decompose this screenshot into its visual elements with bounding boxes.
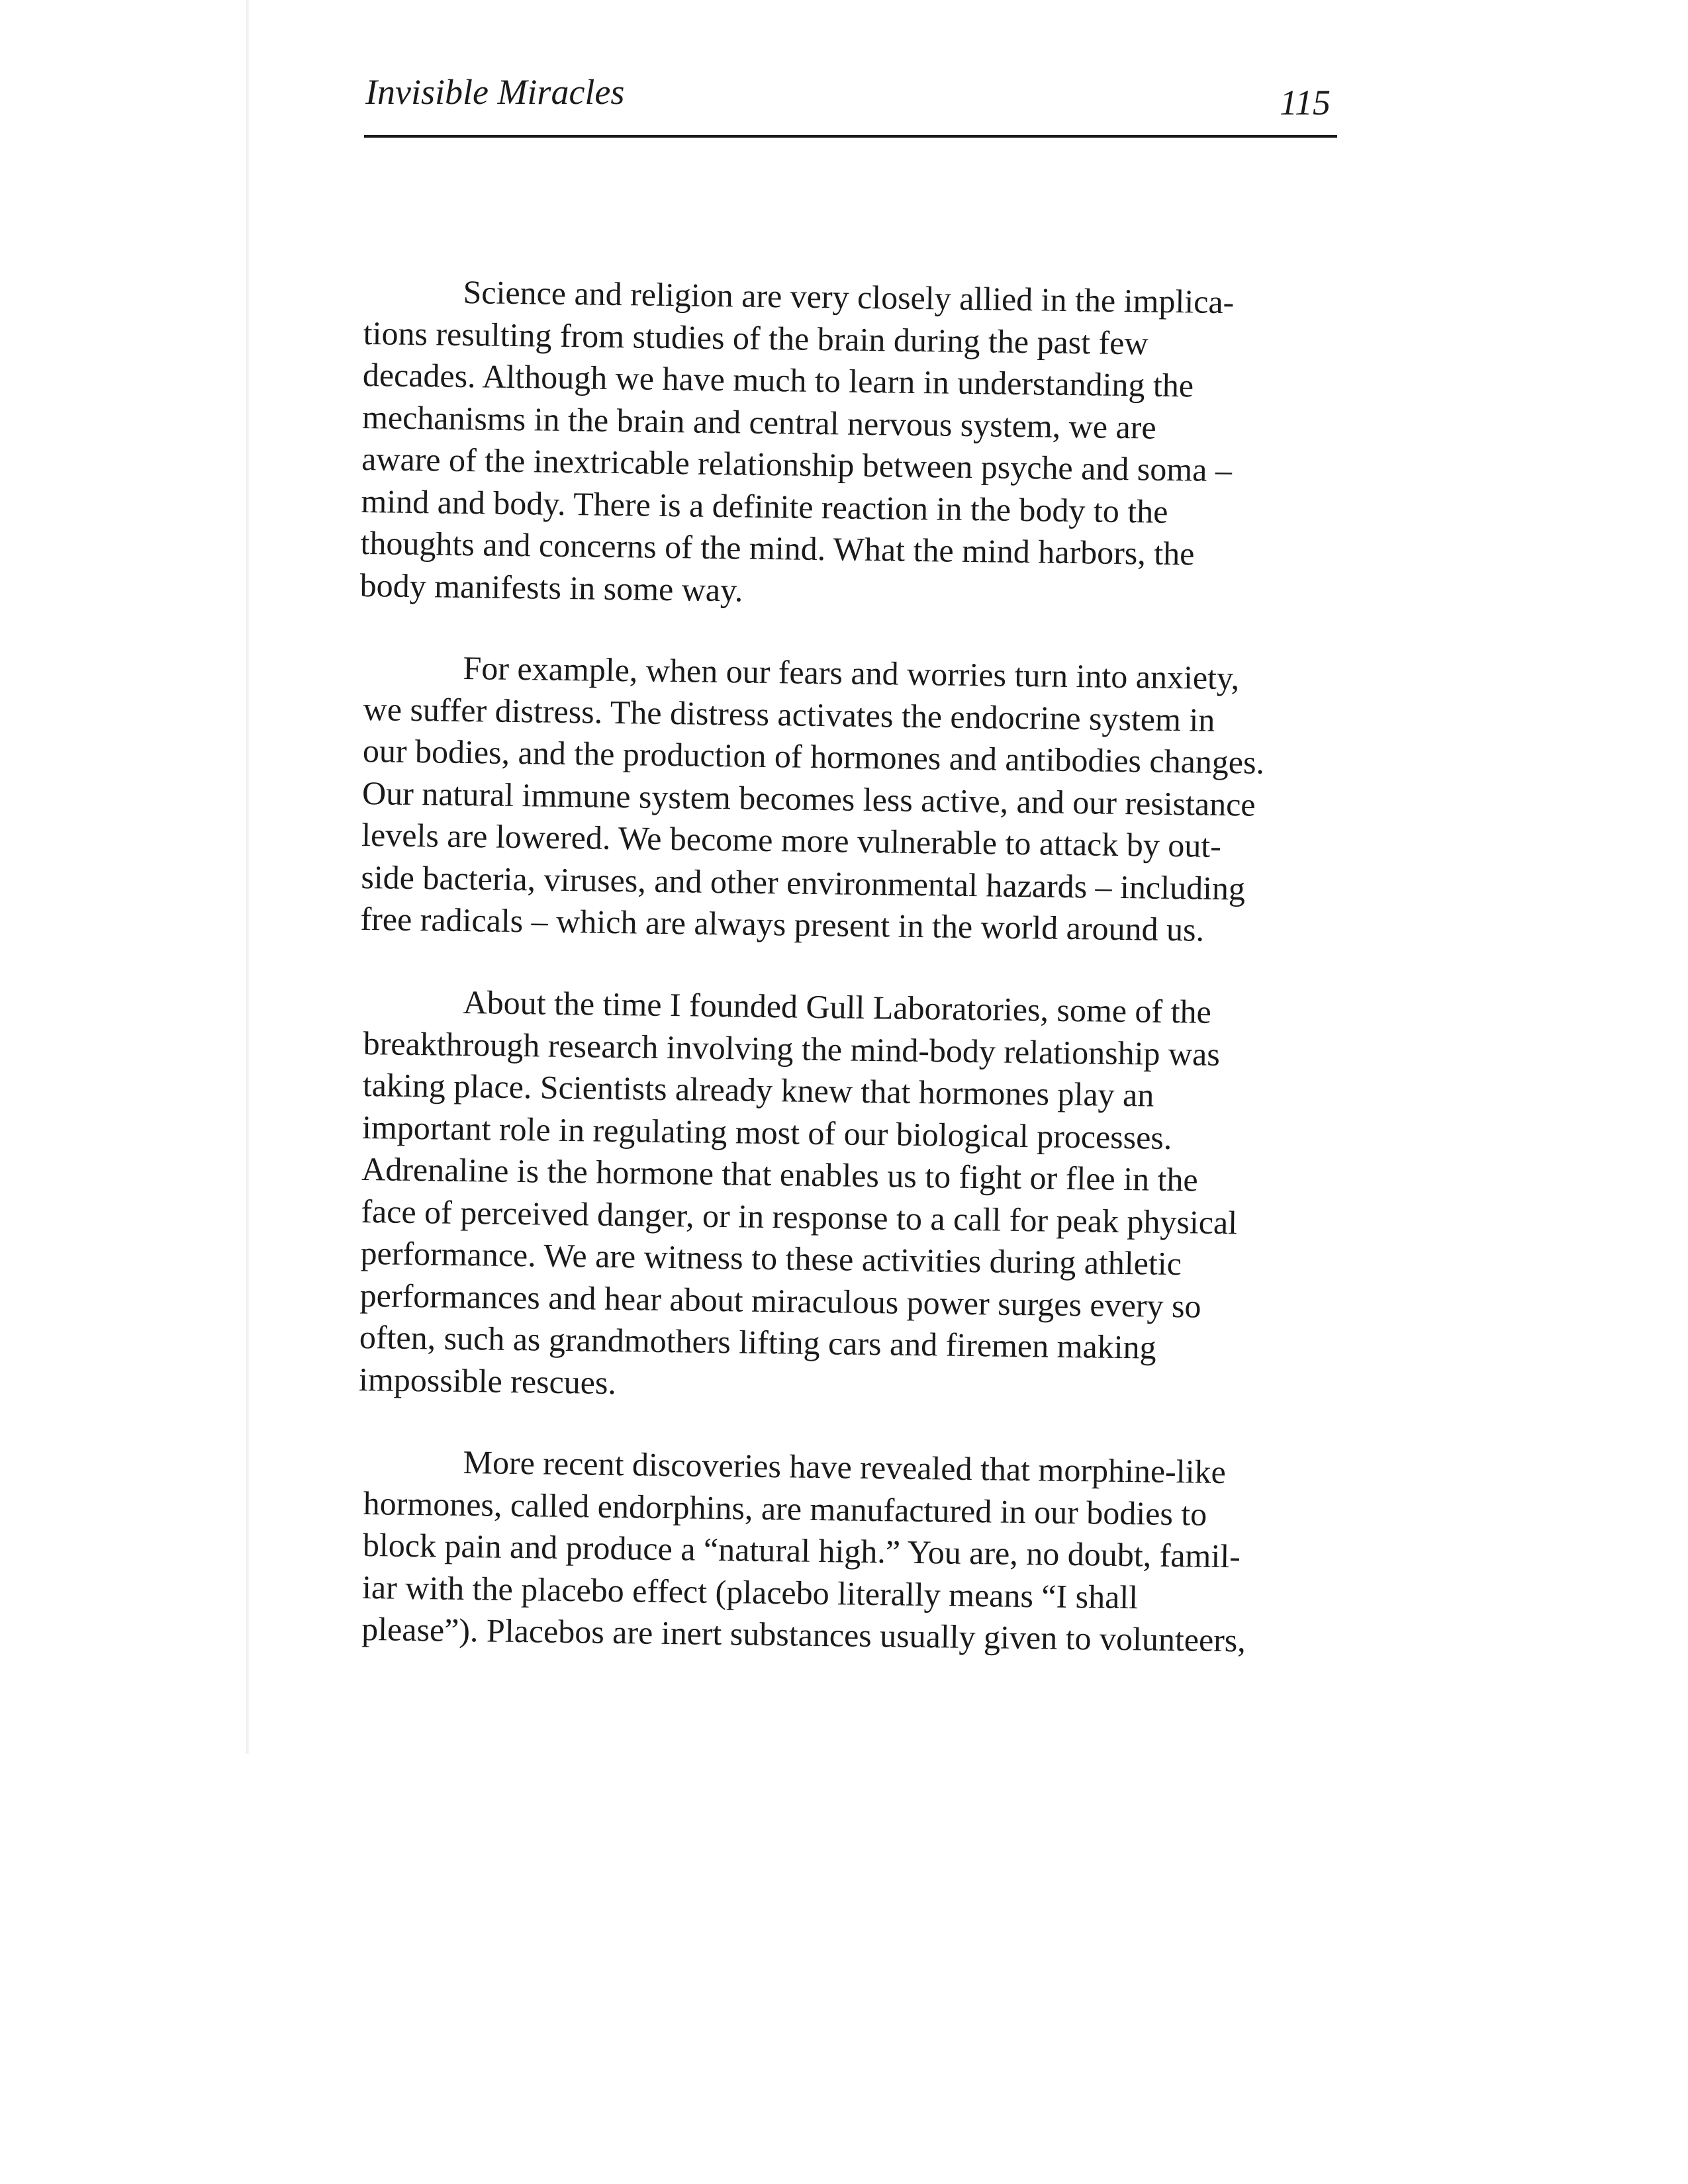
running-title: Invisible Miracles — [365, 72, 625, 112]
body-text — [358, 270, 1337, 1659]
scan-binding-edge — [246, 0, 249, 1754]
paragraph-4: More recent discoveries have revealed that morphine-like hormones, called endorphins, are manufactured in our bodies to block pain and produce a “natural high.” You are, no doubt, famil- iar with the placebo effect (placebo literally means “I shall please”). Placebos are inert substances usually given to volunteers, — [361, 1443, 1246, 1659]
page-number: 115 — [1280, 83, 1331, 122]
running-header — [364, 66, 1337, 138]
paragraph-3: About the time I founded Gull Laboratories, some of the breakthrough research involving the mind-body relationship was taking place. Scientists already knew that hormones play an important role in regulating most of our biological processes. Adrenaline is the hormone that enables us to fight or flee in the face of perceived danger, or in response to a call for peak physical performance. We are witness to these activities during athletic performances and hear about miraculous power surges every so often, such as grandmothers lifting cars and firemen making impossible rescues. — [358, 983, 1238, 1401]
paragraph-1: Science and religion are very closely allied in the implica- tions resulting from studies of the brain during the past few decades. Although we have much to learn in understanding the mechanisms in the brain and central nervous system, we are aware of the inextricable relationship between psyche and soma – mind and body. There is a definite reaction in the body to the thoughts and concerns of the mind. What the mind harbors, the body manifests in some way. — [359, 273, 1235, 609]
paragraph-2: For example, when our fears and worries turn into anxiety, we suffer distress. The distress activates the endocrine system in our bodies, and the production of hormones and antibodies changes. Our natural immune system becomes less active, and our resistance levels are lowered. We become more vulnerable to attack by out- side bacteria, viruses, and other environmental hazards – including free radicals – which are always present in the world around us. — [360, 649, 1265, 948]
book-page — [358, 66, 1337, 1690]
